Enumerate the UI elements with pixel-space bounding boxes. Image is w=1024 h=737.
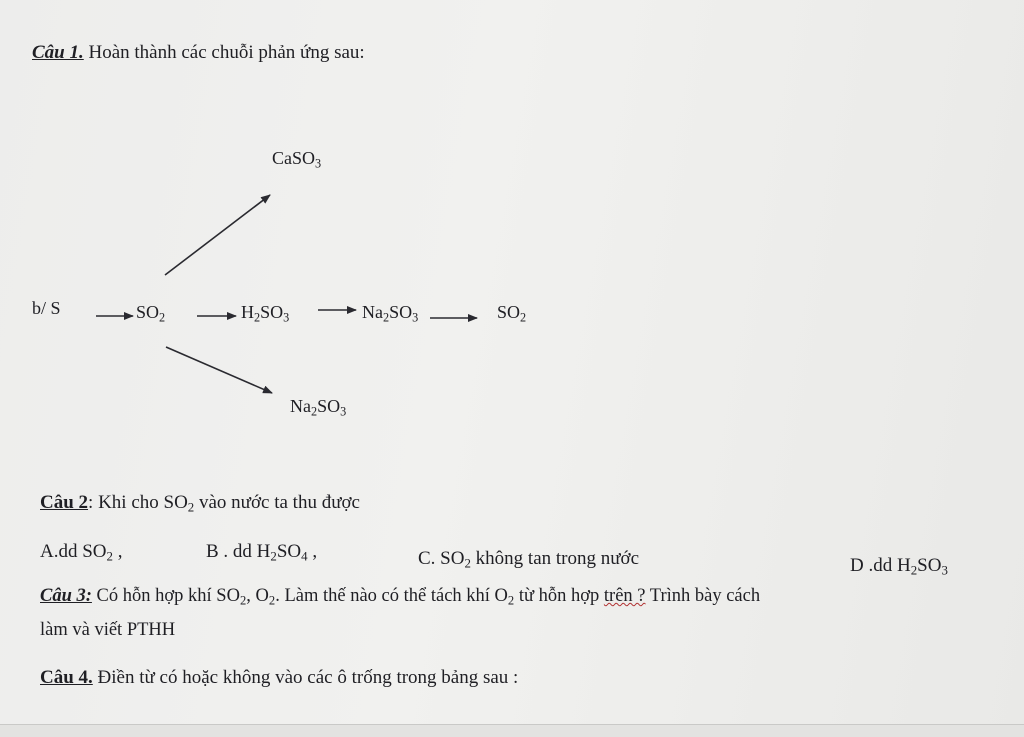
q4-heading: Câu 4. Điền từ có hoặc không vào các ô trống trong bảng sau : (40, 667, 519, 688)
formula-so2-last: $SO_2$ (497, 302, 527, 325)
formula-na2so3-branch: $Na_2SO_3$ (290, 396, 347, 419)
q2-heading: Câu 2: Khi cho $SO_2$ vào nước ta thu được (40, 492, 360, 515)
arrow-so2-to-na2so3 (166, 347, 272, 393)
q1-label: Câu 1. (32, 42, 84, 63)
arrow-so2-to-caso3 (165, 195, 270, 275)
formula-h2so3: $H_2SO_3$ (241, 302, 290, 325)
q2-option-b: B . dd $H_2SO_4$ , (206, 541, 318, 564)
q2-option-c: C. $SO_2$ không tan trong nước (418, 548, 640, 571)
q2-option-d: D .dd $H_2SO_3$ (850, 555, 948, 578)
formula-so2-first: $SO_2$ (136, 302, 166, 325)
q2-option-a: A.dd $SO_2$ , (40, 541, 123, 564)
q1-text: Hoàn thành các chuỗi phản ứng sau: (88, 42, 365, 63)
formula-na2so3-chain: $Na_2SO_3$ (362, 302, 419, 325)
q1-sub-label: b/ S (32, 298, 61, 318)
q4-label: Câu 4. (40, 667, 93, 688)
q3-line-1: Câu 3: Có hỗn hợp khí $SO_2$, $O_2$. Làm thế nào có thể tách khí $O_2$ từ hỗn hợp trên ? Trình bày cách (40, 586, 761, 608)
formula-caso3: CaSO$_3$ (272, 148, 322, 171)
q3-label: Câu 3: (40, 586, 92, 606)
table-top-edge (0, 724, 1024, 737)
q2-label: Câu 2 (40, 492, 89, 513)
q3-line-2: làm và viết PTHH (40, 620, 176, 640)
